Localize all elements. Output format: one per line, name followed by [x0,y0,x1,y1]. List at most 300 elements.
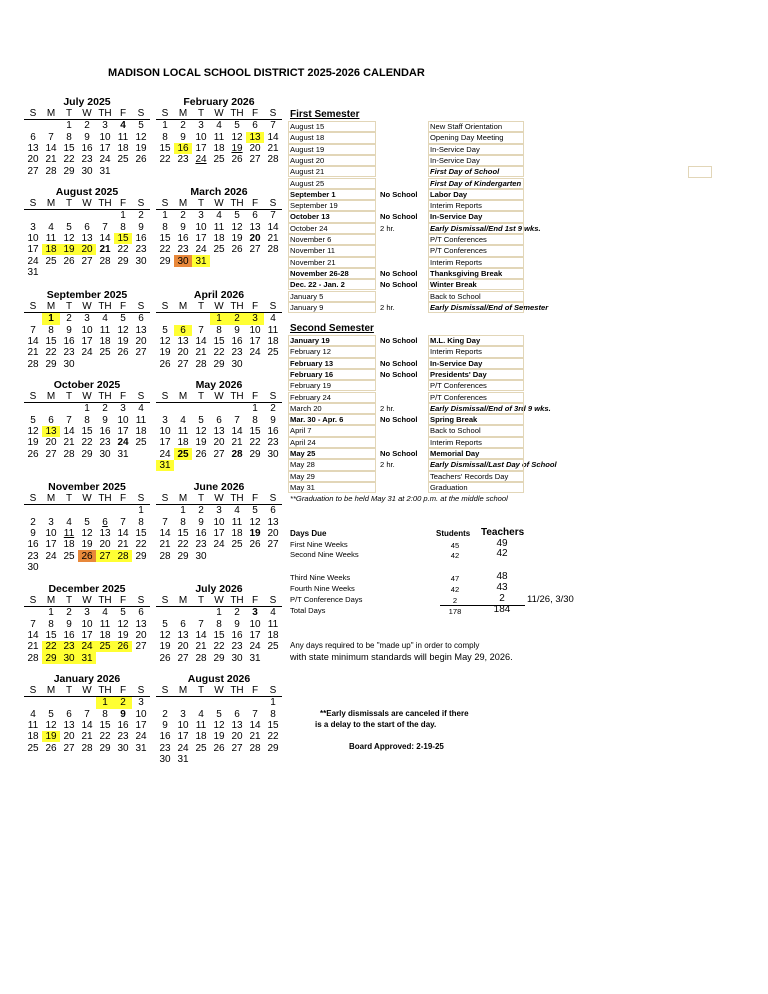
event-date: April 7 [290,426,312,436]
calendar-day: 14 [267,221,279,233]
calendar-empty [78,210,96,222]
calendar-day: 18 [99,630,111,642]
calendar-day: 26 [114,641,132,652]
grid-cell [428,425,524,436]
calendar-day: 5 [120,607,126,619]
calendar-day: 9 [138,221,144,233]
calendar-day: 24 [159,448,171,460]
calendar-day: 22 [267,731,279,743]
calendar-day: 16 [159,731,171,743]
grid-cell [428,268,524,279]
grid-cell [428,369,524,380]
calendar-day: 21 [231,437,243,449]
weekday-header: F [114,391,132,403]
calendar-day: 8 [216,618,222,630]
calendar-empty [78,562,96,573]
calendar-empty [210,460,228,471]
grid-cell [428,223,524,234]
makeup-line-2: with state minimum standards will begin May 29, 2026. [290,652,513,662]
calendar-day: 14 [267,131,279,143]
weekday-header: S [264,391,282,403]
calendar-day: 12 [231,221,243,233]
weekday-header: TH [96,301,114,313]
total-divider [440,605,525,606]
calendar-day: 4 [234,505,240,517]
grid-cell [428,132,524,143]
calendar-day: 29 [63,165,75,177]
calendar-day: 29 [99,742,111,754]
grid-cell [288,132,376,143]
calendar-day: 6 [138,607,144,619]
grid-cell [288,211,376,222]
calendar-empty [60,267,78,278]
calendar-day: 28 [27,652,39,664]
grid-cell [428,121,524,132]
grid-cell [428,155,524,166]
calendar-day: 2 [228,313,246,325]
calendar-day: 17 [99,143,111,155]
calendar-day: 14 [195,336,207,348]
calendar-empty [192,313,210,325]
event-note: 2 hr. [380,403,395,413]
calendar-day: 4 [216,210,222,222]
event-desc: Interim Reports [430,201,482,211]
calendar-day: 11 [99,618,111,630]
grid-cell [288,121,376,132]
teachers-count: 43 [496,582,508,593]
calendar-empty [42,505,60,517]
weekday-header: M [174,108,192,120]
grid-cell [288,178,376,189]
calendar-empty [60,403,78,415]
calendar-day: 24 [135,731,147,743]
event-desc: Labor Day [430,189,468,199]
calendar-day: 12 [81,528,93,540]
grid-cell [288,459,376,470]
calendar-day: 28 [63,448,75,460]
grid-cell [288,302,376,313]
calendar-day: 29 [159,255,171,267]
grid-cell [288,471,376,482]
calendar-day: 19 [117,630,129,642]
calendar-day: 18 [177,437,189,449]
calendar-day: 18 [195,731,207,743]
event-date: May 31 [290,482,315,492]
calendar-day: 12 [213,720,225,732]
calendar-day: 16 [63,630,75,642]
weekday-header: TH [96,108,114,120]
calendar-day: 20 [135,336,147,348]
calendar-day: 31 [177,753,189,765]
weekday-header: M [174,685,192,697]
calendar-day: 18 [231,528,243,540]
calendar-empty [192,607,210,619]
weekday-header: W [210,198,228,210]
calendar-day: 19 [27,437,39,449]
empty-cell [688,166,712,178]
calendar-empty [78,267,96,278]
calendar-day: 11 [213,221,225,233]
calendar-day: 3 [30,221,36,233]
calendar-empty [264,460,282,471]
students-count: 42 [450,551,460,560]
grid-cell [288,245,376,256]
calendar-empty [264,358,282,369]
calendar-day: 3 [216,505,222,517]
calendar-day: 23 [135,244,147,256]
calendar-day: 3 [198,210,204,222]
calendar-day: 9 [66,324,72,336]
calendar-day: 1 [42,313,60,325]
calendar-day: 22 [63,154,75,166]
calendar-day: 3 [84,607,90,619]
weekday-header: W [78,391,96,403]
weekday-header: W [78,493,96,505]
month-title: May 2026 [195,379,243,391]
calendar-day: 22 [159,154,171,166]
event-desc: P/T Conferences [430,246,487,256]
calendar-day: 16 [99,426,111,438]
weekday-header: S [264,108,282,120]
calendar-day: 12 [117,324,129,336]
calendar-day: 26 [195,448,207,460]
weekday-header: S [264,301,282,313]
calendar-day: 18 [99,336,111,348]
early-dismissal-note-1: **Early dismissals are canceled if there [320,709,469,718]
calendar-day: 16 [27,539,39,551]
calendar-day: 15 [177,528,189,540]
calendar-day: 28 [81,742,93,754]
calendar-day: 7 [102,221,108,233]
event-desc: Early Dismissal/End 1st 9 wks. [430,223,541,233]
month-title: September 2025 [46,289,128,301]
weekday-header: F [246,685,264,697]
weekday-header: W [210,685,228,697]
calendar-day: 20 [99,539,111,551]
calendar-day: 30 [63,358,75,370]
calendar-day: 10 [81,618,93,630]
calendar-day: 17 [135,720,147,732]
calendar-empty [228,460,246,471]
calendar-empty [192,697,210,709]
calendar-empty [264,255,282,266]
calendar-day: 18 [267,630,279,642]
calendar-empty [132,358,150,369]
calendar-empty [192,460,210,471]
calendar-day: 31 [27,266,39,278]
calendar-day: 4 [216,120,222,132]
calendar-empty [114,165,132,176]
calendar-day: 12 [117,618,129,630]
calendar-empty [156,505,174,517]
calendar-day: 27 [81,255,93,267]
calendar-day: 10 [81,324,93,336]
calendar-day: 24 [195,244,207,256]
calendar-day: 2 [180,120,186,132]
calendar-day: 13 [42,426,60,437]
month-calendar [156,673,282,765]
calendar-day: 1 [66,120,72,132]
calendar-day: 3 [162,414,168,426]
event-date: August 21 [290,167,325,177]
grid-cell [428,234,524,245]
calendar-day: 17 [177,731,189,743]
calendar-day: 30 [231,652,243,664]
calendar-day: 11 [231,516,243,528]
calendar-day: 2 [234,607,240,619]
weekday-header: S [24,391,42,403]
calendar-day: 8 [102,708,108,720]
calendar-empty [264,550,282,561]
calendar-day: 9 [84,131,90,143]
calendar-day: 10 [249,618,261,630]
teachers-count: 48 [496,571,508,582]
calendar-empty [60,505,78,517]
calendar-empty [210,403,228,415]
weekday-header: M [42,493,60,505]
grid-cell [288,346,376,357]
calendar-empty [78,358,96,369]
calendar-day: 29 [81,448,93,460]
calendar-day: 10 [159,426,171,438]
calendar-day: 2 [30,516,36,528]
calendar-day: 25 [267,641,279,653]
weekday-header: S [24,108,42,120]
calendar-day: 19 [249,528,261,540]
grid-cell [428,257,524,268]
event-date: August 25 [290,178,325,188]
calendar-day: 24 [249,641,261,653]
weekday-header: TH [96,685,114,697]
calendar-day: 2 [198,505,204,517]
calendar-empty [24,505,42,517]
calendar-day: 13 [81,233,93,245]
calendar-day: 12 [159,336,171,348]
calendar-day: 9 [180,131,186,143]
calendar-day: 13 [267,516,279,528]
event-desc: Early Dismissal/End of Semester [430,302,549,312]
makeup-line-1: Any days required to be "made up" in order to comply [290,641,480,650]
grid-cell [428,392,524,403]
calendar-day: 7 [48,131,54,143]
month-title: January 2026 [53,673,121,685]
calendar-day: 4 [66,516,72,528]
calendar-day: 13 [27,143,39,155]
calendar-day: 6 [30,131,36,143]
calendar-day: 1 [252,403,258,415]
calendar-day: 4 [138,403,144,415]
grid-cell [428,459,524,470]
month-calendar [24,186,150,278]
calendar-day: 16 [135,233,147,245]
calendar-day: 30 [267,448,279,460]
calendar-empty [24,403,42,415]
calendar-day: 25 [63,550,75,562]
calendar-day: 16 [177,233,189,245]
calendar-day: 7 [234,414,240,426]
event-date: January 19 [290,336,330,345]
grid-cell [428,482,524,493]
calendar-empty [228,403,246,415]
event-desc: Interim Reports [430,437,482,447]
event-desc: Early Dismissal/Last Day of School [430,460,557,470]
calendar-day: 18 [135,426,147,438]
calendar-day: 6 [216,414,222,426]
calendar-day: 12 [249,516,261,528]
calendar-day: 30 [135,255,147,267]
calendar-day: 14 [63,426,75,438]
calendar-day: 24 [81,347,93,359]
calendar-day: 19 [60,244,78,255]
calendar-empty [228,697,246,709]
calendar-day: 24 [195,154,207,166]
calendar-day: 11 [177,426,189,438]
calendar-day: 1 [84,403,90,415]
calendar-day: 3 [138,697,144,709]
calendar-day: 2 [180,210,186,222]
days-due-row-label: Total Days [290,606,326,615]
calendar-day: 16 [267,426,279,438]
calendar-day: 11 [99,324,111,336]
event-desc: In-Service Day [430,155,480,165]
calendar-day: 21 [27,641,39,653]
calendar-day: 23 [231,641,243,653]
calendar-empty [96,210,114,222]
calendar-day: 4 [270,607,276,619]
calendar-day: 3 [120,403,126,415]
calendar-day: 24 [213,539,225,551]
calendar-empty [264,754,282,765]
calendar-empty [210,697,228,709]
calendar-day: 28 [231,448,243,460]
calendar-day: 8 [162,131,168,143]
weekday-header: F [114,301,132,313]
event-date: Mar. 30 - Apr. 6 [290,415,344,425]
calendar-day: 28 [45,165,57,177]
calendar-day: 4 [102,313,108,325]
calendar-day: 6 [102,516,108,528]
event-desc: In-Service Day [430,144,480,154]
event-note: No School [380,212,418,222]
calendar-day: 16 [117,720,129,732]
event-desc: Interim Reports [430,347,482,357]
conference-dates: 11/26, 3/30 [527,594,574,605]
calendar-day: 13 [99,528,111,540]
calendar-day: 14 [249,720,261,732]
weekday-header: T [60,391,78,403]
calendar-day: 14 [45,143,57,155]
grid-cell [428,358,524,369]
weekday-header: F [114,198,132,210]
calendar-day: 19 [117,336,129,348]
calendar-empty [174,697,192,709]
calendar-day: 29 [45,358,57,370]
calendar-day: 5 [138,120,144,132]
students-header: Students [436,529,471,538]
event-note: 2 hr. [380,223,395,233]
event-date: February 12 [290,347,331,357]
calendar-day: 9 [234,324,240,336]
calendar-day: 1 [120,210,126,222]
month-title: July 2025 [63,96,111,108]
month-calendar [156,583,282,664]
weekday-header: F [246,595,264,607]
days-due-row-label: Third Nine Weeks [290,573,351,582]
weekday-header: S [132,198,150,210]
month-calendar [156,379,282,471]
calendar-day: 20 [45,437,57,449]
calendar-empty [192,403,210,415]
calendar-empty [132,165,150,176]
calendar-day: 22 [117,244,129,256]
calendar-day: 24 [177,742,189,754]
calendar-day: 15 [159,143,171,155]
calendar-day: 22 [42,641,60,652]
calendar-day: 6 [138,313,144,325]
calendar-day: 9 [198,516,204,528]
calendar-day: 15 [267,720,279,732]
calendar-day: 23 [99,437,111,449]
calendar-day: 2 [138,210,144,222]
calendar-day: 20 [267,528,279,540]
calendar-empty [96,505,114,517]
calendar-day: 12 [63,233,75,245]
event-date: November 11 [290,246,336,256]
calendar-day: 22 [135,539,147,551]
calendar-day: 8 [138,516,144,528]
calendar-empty [42,120,60,132]
calendar-day: 13 [249,221,261,233]
event-date: May 25 [290,449,316,458]
event-date: November 6 [290,235,332,244]
calendar-day: 31 [192,255,210,266]
calendar-day: 7 [120,516,126,528]
weekday-header: S [156,595,174,607]
calendar-empty [192,754,210,765]
calendar-empty [114,562,132,573]
calendar-day: 1 [180,505,186,517]
calendar-day: 8 [180,516,186,528]
event-desc: New Staff Orientation [430,122,503,131]
board-approved: Board Approved: 2-19-25 [349,742,444,751]
weekday-header: T [192,198,210,210]
calendar-day: 13 [231,720,243,732]
calendar-day: 19 [42,731,60,742]
calendar-day: 25 [195,742,207,754]
event-date: August 18 [290,133,325,143]
calendar-day: 19 [135,143,147,155]
calendar-empty [246,550,264,561]
calendar-day: 26 [78,550,96,561]
calendar-empty [24,120,42,132]
calendar-day: 1 [96,697,114,709]
calendar-empty [174,403,192,415]
calendar-empty [228,255,246,266]
grid-cell [288,425,376,436]
calendar-empty [42,210,60,222]
calendar-day: 17 [195,233,207,245]
weekday-header: S [132,685,150,697]
event-desc: Thanksgiving Break [430,268,503,278]
event-desc: Presidents' Day [430,369,487,379]
calendar-day: 2 [114,697,132,709]
calendar-day: 7 [30,324,36,336]
calendar-empty [156,313,174,325]
calendar-day: 25 [213,154,225,166]
calendar-day: 6 [66,708,72,720]
calendar-day: 14 [99,233,111,245]
weekday-header: TH [228,301,246,313]
